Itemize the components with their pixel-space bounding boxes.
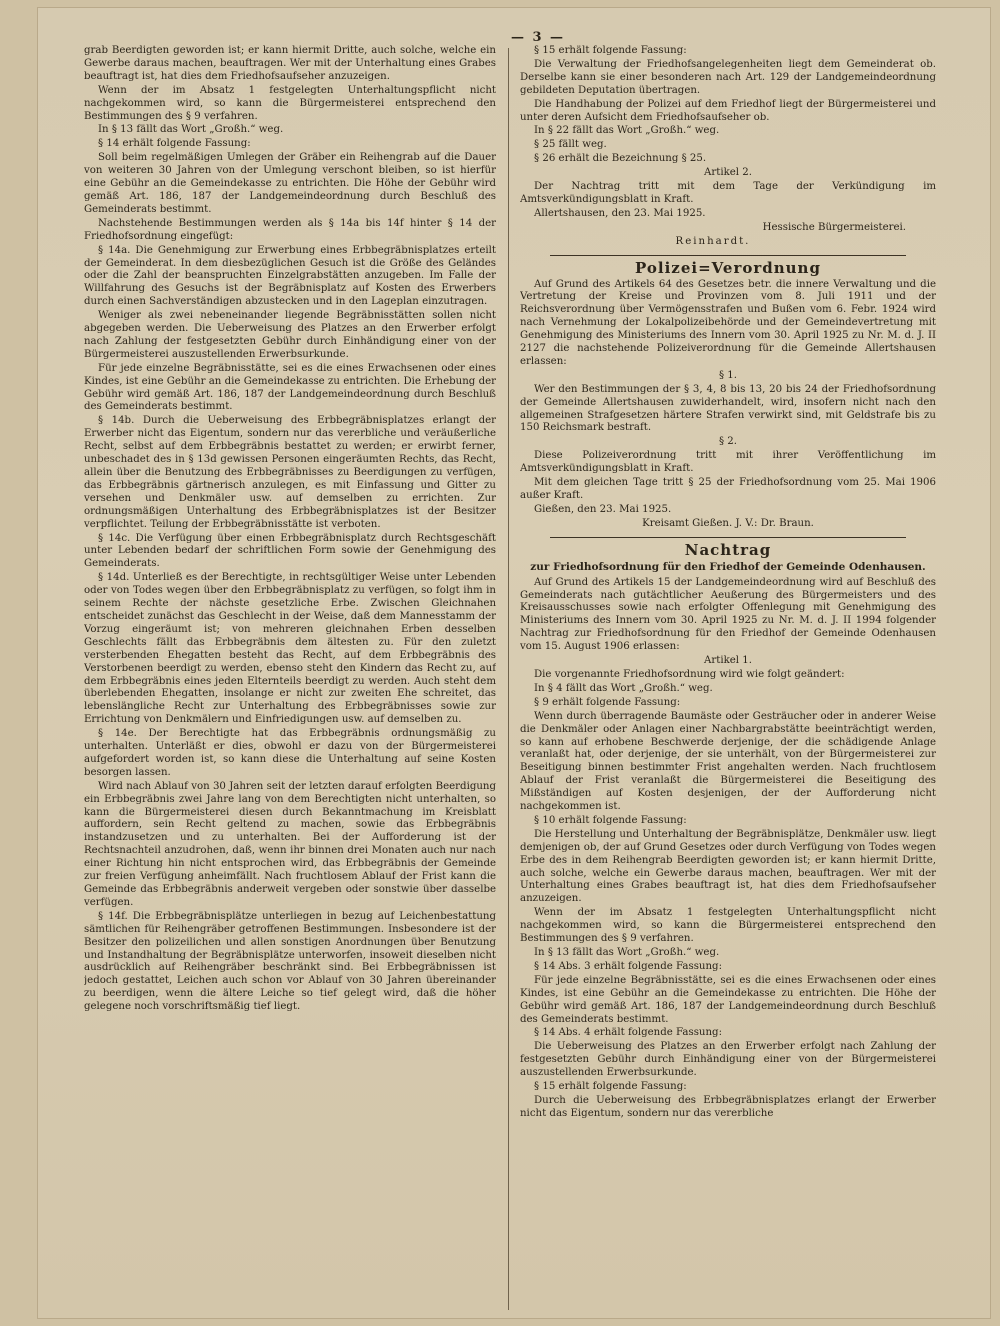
- right-paragraph: Wenn durch überragende Baumäste oder Gesträucher oder in anderer Weise die Denkmäler oder Anlagen einer Nachbargrabstätte beeinträchtigt werden, so kann auf erhobene Beschwerde derjenige, der die schädigende Anlage veranlaßt hat, oder derjenige, der sie unterhält, von der Bürgermeisterei zur Beseitigung binnen bestimmter Frist angehalten werden. Nach fruchtlosem Ablauf der Frist veranlaßt die Bürgermeisterei die Beseitigung des Mißständigen auf Kosten desjenigen, der der Aufforderung nicht nachgekommen ist.: [520, 710, 936, 813]
- left-paragraph: grab Beerdigten geworden ist; er kann hiermit Dritte, auch solche, welche ein Gewerbe daraus machen, beauftragen. Wer mit der Unterhaltung eines Grabes beauftragt ist, hat dies dem Friedhofsaufseher anzuzeigen.: [84, 45, 496, 82]
- right-paragraph: Die vorgenannte Friedhofsordnung wird wie folgt geändert:: [534, 668, 845, 680]
- left-paragraph: Weniger als zwei nebeneinander liegende Begräbnisstätten sollen nicht abgegeben werden. Die Ueberweisung des Platzes an den Erwerber erfolgt nach Zahlung der festgesetzten Gebühr durch Einhändigung einer von der Bürgermeisterei auszustellenden Erwerbsurkunde.: [84, 310, 496, 360]
- right-paragraph: § 14 Abs. 3 erhält folgende Fassung:: [534, 960, 723, 972]
- right-paragraph: In § 13 fällt das Wort „Großh.“ weg.: [534, 947, 720, 958]
- left-paragraph: Nachstehende Bestimmungen werden als § 14a bis 14f hinter § 14 der Friedhofsordnung eingefügt:: [84, 217, 496, 242]
- left-paragraph: Wird nach Ablauf von 30 Jahren seit der letzten darauf erfolgten Beerdigung ein Erbbegräbnis zwei Jahre lang von dem Berechtigten nicht unterhalten, so kann die Bürgermeisterei diesen durch Bekanntmachung im Kreisblatt auffordern, sein Recht geltend zu machen, sowie das Erbbegräbnis instandzusetzen und zu unterhalten. Bei der Aufforderung ist der Rechtsnachteil anzudrohen, daß, wenn ihr binnen drei Monaten auch nur nach einer Richtung hin nicht entsprochen wird, das Erbbegräbnis der Gemeinde zur freien Verfügung anheimfällt. Nach fruchtlosem Ablauf der Frist kann die Gemeinde das Erbbegräbnis anderweit vergeben oder sonstwie über dasselbe verfügen.: [84, 780, 496, 908]
- right-column: [520, 45, 936, 1310]
- place-date: Gießen, den 23. Mai 1925.: [534, 503, 672, 515]
- section-1-heading: § 1.: [718, 369, 738, 381]
- section-2-heading: § 2.: [718, 436, 738, 448]
- section-1-text: Wer den Bestimmungen der § 3, 4, 8 bis 13, 20 bis 24 der Friedhofsordnung der Gemeinde Allertshausen zuwiderhandelt, wird, insofern nicht nach den allgemeinen Strafgesetzen härtere Strafen verwirkt sind, mit Geldstrafe bis zu 150 Reichsmark bestraft.: [520, 383, 936, 434]
- right-paragraph: § 14 Abs. 4 erhält folgende Fassung:: [534, 1027, 723, 1039]
- right-paragraph: In § 4 fällt das Wort „Großh.“ weg.: [534, 682, 713, 694]
- right-paragraph: § 15 erhält folgende Fassung:: [534, 45, 687, 56]
- right-paragraph: Für jede einzelne Begräbnisstätte, sei es die eines Erwachsenen oder eines Kindes, ist eine Gebühr an die Gemeindekasse zu entrichten. Die Höhe der Gebühr wird gemäß Art. 186, 187 der Landgemeindeordnung durch Beschluß des Gemeinderats bestimmt.: [520, 974, 936, 1025]
- left-paragraph: § 14c. Die Verfügung über einen Erbbegräbnisplatz durch Rechtsgeschäft unter Lebenden bedarf der schriftlichen Form sowie der Genehmigung des Gemeinderats.: [84, 532, 496, 570]
- right-paragraph: Die Handhabung der Polizei auf dem Friedhof liegt der Bürgermeisterei und unter deren Aufsicht dem Friedhofsaufseher ob.: [520, 98, 936, 123]
- authority-line: Hessische Bürgermeisterei.: [762, 221, 906, 233]
- artikel-2-heading: Artikel 2.: [704, 167, 752, 179]
- section-2-text: Mit dem gleichen Tage tritt § 25 der Friedhofsordnung vom 25. Mai 1906 außer Kraft.: [520, 477, 936, 501]
- left-paragraph: § 14b. Durch die Ueberweisung des Erbbegräbnisplatzes erlangt der Erwerber nicht das Eigentum, sondern nur das vererbliche und veräußerliche Recht, selbst auf dem Erbbegräbnis bestattet zu werden; er erwirbt ferner, unbeschadet des in § 13d gewissen Personen eingeräumten Rechts, das Recht, allein über die Benutzung des Erbbegräbnisses zu Beerdigungen zu verfügen, das Erbbegräbnis gärtnerisch anzulegen, es mit Einfassung und Gitter zu versehen und Denkmäler usw. auf demselben zu errichten. Zur ordnungsmäßigen Unterhaltung des Erbbegräbnisplatzes ist der Besitzer verpflichtet. Teilung der Erbbegräbnisstätte ist verboten.: [84, 415, 496, 530]
- left-paragraph: § 14 erhält folgende Fassung:: [98, 138, 251, 150]
- right-paragraph: Wenn der im Absatz 1 festgelegten Unterhaltungspflicht nicht nachgekommen wird, so kann die Bürgermeisterei entsprechend den Bestimmungen des § 9 verfahren.: [520, 907, 936, 945]
- section-2-text: Diese Polizeiverordnung tritt mit ihrer Veröffentlichung im Amtsverkündigungsblatt in Kraft.: [520, 450, 936, 475]
- left-column: [84, 45, 496, 1310]
- signature: Kreisamt Gießen. J. V.: Dr. Braun.: [642, 517, 814, 529]
- nachtrag-intro: Auf Grund des Artikels 15 der Landgemeindeordnung wird auf Beschluß des Gemeinderats nach gutächtlicher Aeußerung des Bürgermeisters und des Kreisausschusses sowie nach erfolgter Offenlegung mit Genehmigung des Ministeriums des Innern vom 30. April 1925 zu Nr. M. d. J. II 1994 folgender Nachtrag zur Friedhofsordnung für den Friedhof der Gemeinde Odenhausen vom 15. August 1906 erlassen:: [520, 576, 936, 653]
- left-paragraph: Wenn der im Absatz 1 festgelegten Unterhaltungspflicht nicht nachgekommen wird, so kann die Bürgermeisterei entsprechend den Bestimmungen des § 9 verfahren.: [84, 84, 496, 122]
- left-paragraph: § 14a. Die Genehmigung zur Erwerbung eines Erbbegräbnisplatzes erteilt der Gemeinderat. In dem diesbezüglichen Gesuch ist die Größe des Geländes oder die Zahl der beanspruchten Einzelgrabstätten anzugeben. Im Falle der Willfahrung des Gesuchs ist der Begräbnisplatz auf Kosten des Erwerbers durch einen Sachverständigen abzustecken und in den Lageplan einzutragen.: [84, 244, 496, 308]
- right-paragraph: § 26 erhält die Bezeichnung § 25.: [534, 153, 707, 165]
- signature: Reinhardt.: [675, 235, 751, 247]
- left-paragraph: In § 13 fällt das Wort „Großh.“ weg.: [98, 124, 284, 136]
- right-paragraph: § 25 fällt weg.: [534, 139, 607, 151]
- place-date: Allertshausen, den 23. Mai 1925.: [534, 207, 706, 219]
- left-paragraph: § 14d. Unterließ es der Berechtigte, in rechtsgültiger Weise unter Lebenden oder von Todes wegen über den Erbbegräbnisplatz zu verfügen, so folgt ihm in seinem Rechte der nächste gesetzliche Erbe. Zwischen Gleichnahen entscheidet zunächst das Geschlecht in der Weise, daß dem Mannesstamm der Vorzug eingeräumt ist; von mehreren gleichnahen Erben desselben Geschlechts fällt das Erbbegräbnis dem ältesten zu. Für den zuletzt versterbenden Ehegatten besteht das Recht, auf dem Erbbegräbnis des Verstorbenen beerdigt zu werden, ebenso steht den Kindern das Recht zu, auf dem Erbbegräbnis eines jeden Elternteils beerdigt zu werden. Auch steht dem überlebenden Ehegatten, insolange er nicht zur zweiten Ehe schreitet, das lebenslängliche Recht zur Unterhaltung des Erbbegräbnisses sowie zur Errichtung von Denkmälern und Einfriedigungen usw. auf demselben zu.: [84, 572, 496, 726]
- right-paragraph: Die Herstellung und Unterhaltung der Begräbnisplätze, Denkmäler usw. liegt demjenigen ob, der auf Grund Gesetzes oder durch Verfügung von Todes wegen Erbe des in dem Reihengrab Beerdigten geworden ist; er kann hiermit Dritte, auch solche, welche ein Gewerbe daraus machen, beauftragen. Wer mit der Unterhaltung eines Grabes beauftragt ist, hat dies dem Friedhofsaufseher anzuzeigen.: [520, 828, 936, 905]
- right-paragraph: Die Ueberweisung des Platzes an den Erwerber erfolgt nach Zahlung der festgesetzten Gebühr durch Einhändigung einer von der Bürgermeisterei auszustellenden Erwerbsurkunde.: [520, 1041, 936, 1079]
- left-paragraph: Für jede einzelne Begräbnisstätte, sei es die eines Erwachsenen oder eines Kindes, ist eine Gebühr an die Gemeindekasse zu entrichten. Die Erhebung der Gebühr wird gemäß Art. 186, 187 der Landgemeindeordnung durch Beschluß des Gemeinderats bestimmt.: [84, 362, 496, 413]
- polizei-verordnung-heading: Polizei=Verordnung: [635, 258, 821, 277]
- left-paragraph: § 14f. Die Erbbegräbnisplätze unterliegen in bezug auf Leichenbestattung sämtlichen für Reihengräber getroffenen Bestimmungen. Insbesondere ist der Besitzer den polizeilichen und allen sonstigen Anordnungen über Benutzung und Instandhaltung der Begräbnisplätze unterworfen, insoweit dieselben nicht ausdrücklich auf Reihengräber beschränkt sind. Bei Erbbegräbnissen ist jedoch gestattet, Leichen auch schon vor Ablauf von 30 Jahren übereinander zu beerdigen, wenn die ältere Leiche so tief gelegt wird, daß die höher gelegene noch vorschriftsmäßig tief liegt.: [84, 910, 496, 1013]
- right-paragraph: § 15 erhält folgende Fassung:: [534, 1081, 687, 1093]
- right-paragraph: Durch die Ueberweisung des Erbbegräbnisplatzes erlangt der Erwerber nicht das Eigentum, sondern nur das vererbliche: [520, 1094, 936, 1119]
- artikel-1-heading: Artikel 1.: [704, 655, 752, 667]
- right-paragraph: Die Verwaltung der Friedhofsangelegenheiten liegt dem Gemeinderat ob. Derselbe kann sie einer besonderen nach Art. 129 der Landgemeindeordnung gebildeten Deputation übertragen.: [520, 58, 936, 96]
- section-divider: [550, 255, 906, 256]
- polizei-intro: Auf Grund des Artikels 64 des Gesetzes betr. die innere Verwaltung und die Vertretung der Kreise und Provinzen vom 8. Juli 1911 und der Reichsverordnung über Vermögensstrafen und Bußen vom 6. Febr. 1924 wird nach Vernehmung der Lokalpolizeibehörde und der Gemeindevertretung mit Genehmigung des Ministeriums des Innern vom 30. April 1925 zu Nr. M. d. J. II 2127 die nachstehende Polizeiverordnung für die Gemeinde Allertshausen erlassen:: [520, 278, 936, 367]
- nachtrag-subheading: zur Friedhofsordnung für den Friedhof der Gemeinde Odenhausen.: [530, 560, 926, 573]
- left-paragraph: § 14e. Der Berechtigte hat das Erbbegräbnis ordnungsmäßig zu unterhalten. Unterläßt er dies, obwohl er dazu von der Bürgermeisterei aufgefordert worden ist, so kann diese die Unterhaltung auf seine Kosten besorgen lassen.: [84, 728, 496, 778]
- right-paragraph: § 10 erhält folgende Fassung:: [534, 814, 687, 826]
- artikel-2-text: Der Nachtrag tritt mit dem Tage der Verkündigung im Amtsverkündigungsblatt in Kraft.: [520, 181, 936, 205]
- section-divider: [550, 537, 906, 538]
- left-paragraph: Soll beim regelmäßigen Umlegen der Gräber ein Reihengrab auf die Dauer von weiteren 30 Jahren von der Umlegung verschont bleiben, so ist hierfür eine Gebühr an die Gemeindekasse zu entrichten. Die Höhe der Gebühr wird gemäß Art. 186, 187 der Landgemeindeordnung durch Beschluß des Gemeinderats bestimmt.: [84, 152, 496, 215]
- right-paragraph: In § 22 fällt das Wort „Großh.“ weg.: [534, 125, 720, 137]
- right-paragraph: § 9 erhält folgende Fassung:: [534, 696, 681, 708]
- page-number: — 3 —: [510, 30, 566, 45]
- nachtrag-heading: Nachtrag: [684, 540, 772, 559]
- column-divider: [508, 48, 509, 1310]
